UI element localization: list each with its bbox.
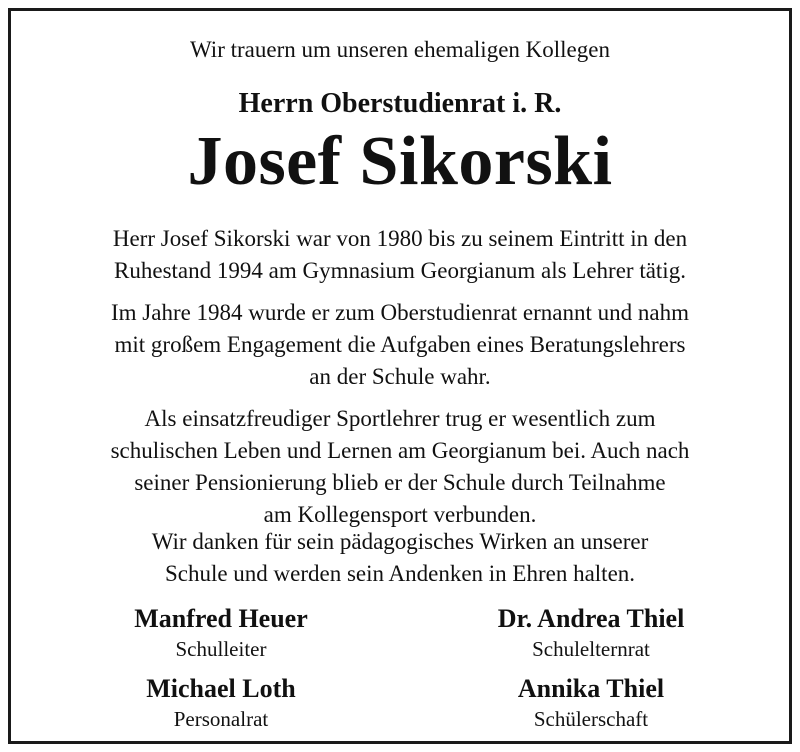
paragraph-career	[31, 223, 769, 287]
text-line: Herr Josef Sikorski war von 1980 bis zu seinem Eintritt in den	[112, 226, 688, 251]
signatory-staff-council	[41, 673, 401, 733]
text-line: seiner Pensionierung blieb er der Schule durch Teilnahme	[134, 470, 666, 495]
paragraph-sports	[31, 403, 769, 531]
deceased-name: Josef Sikorski	[187, 123, 613, 200]
text-line: Schule und werden sein Andenken in Ehren halten.	[164, 561, 636, 586]
text-line: schulischen Leben und Lernen am Georgianum bei. Auch nach	[110, 438, 690, 463]
signatory-role: Personalrat	[173, 707, 269, 731]
text-line: an der Schule wahr.	[309, 364, 491, 389]
signatory-name: Manfred Heuer	[134, 604, 308, 633]
honorific-title: Herrn Oberstudienrat i. R.	[238, 88, 562, 119]
signatory-name: Michael Loth	[146, 674, 296, 703]
text-line: am Kollegensport verbunden.	[263, 502, 537, 527]
signatory-name: Annika Thiel	[517, 674, 665, 703]
paragraph-thanks	[31, 526, 769, 590]
text-line: Wir danken für sein pädagogisches Wirken an unserer	[151, 529, 649, 554]
signatory-student-body	[411, 673, 771, 733]
paragraph-promotion	[31, 297, 769, 393]
text-line: mit großem Engagement die Aufgaben eines Beratungslehrers	[114, 332, 686, 357]
signatory-parents-council	[411, 603, 771, 663]
signatory-role: Schulelternrat	[532, 637, 650, 661]
signatory-role: Schulleiter	[175, 637, 267, 661]
signatory-role: Schülerschaft	[533, 707, 649, 731]
signatory-principal	[41, 603, 401, 663]
signatory-name: Dr. Andrea Thiel	[497, 604, 685, 633]
obituary-notice	[11, 11, 789, 741]
text-line: Ruhestand 1994 am Gymnasium Georgianum als Lehrer tätig.	[114, 258, 686, 283]
intro-line: Wir trauern um unseren ehemaligen Kollegen	[190, 37, 610, 62]
text-line: Als einsatzfreudiger Sportlehrer trug er wesentlich zum	[144, 406, 656, 431]
text-line: Im Jahre 1984 wurde er zum Oberstudienrat ernannt und nahm	[110, 300, 689, 325]
notice-frame	[8, 8, 792, 744]
